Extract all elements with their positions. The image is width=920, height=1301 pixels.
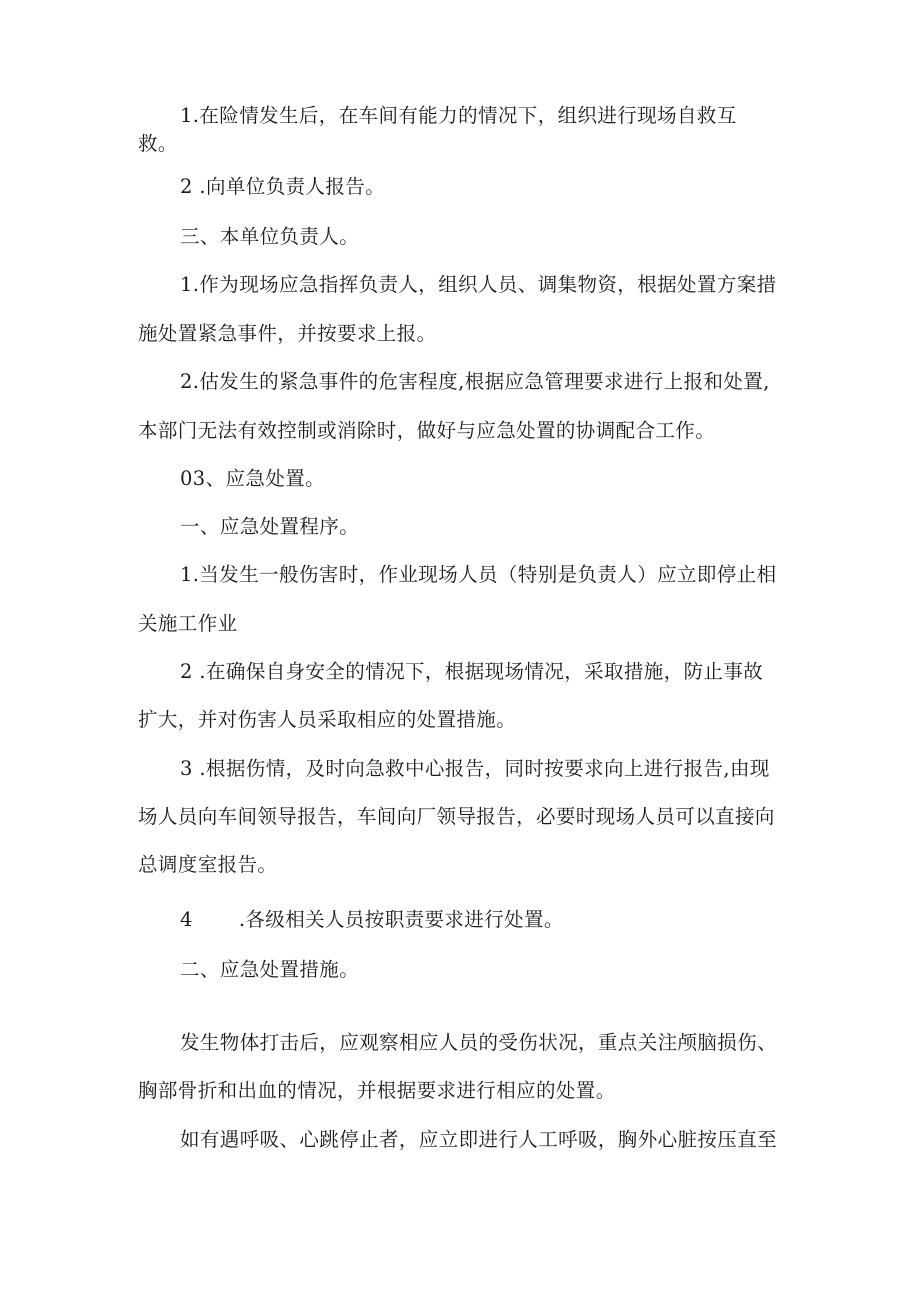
section-heading: 03、应急处置。: [180, 467, 326, 490]
paragraph-line: 关施工作业: [138, 612, 238, 635]
paragraph-line: 2.估发生的紧急事件的危害程度,根据应急管理要求进行上报和处置,: [180, 370, 770, 393]
section-heading: 一、应急处置程序。: [180, 515, 360, 538]
section-heading: 二、应急处置措施。: [180, 958, 360, 981]
paragraph-line: 1.作为现场应急指挥负责人，组织人员、调集物资，根据处置方案措: [180, 273, 777, 296]
paragraph-line: [180, 908, 564, 932]
paragraph-line: 救。: [138, 132, 178, 155]
paragraph-line: 2 .在确保自身安全的情况下，根据现场情况，采取措施，防止事故: [180, 660, 764, 683]
paragraph-line: 总调度室报告。: [138, 853, 278, 876]
paragraph-line: 场人员向车间领导报告，车间向厂领导报告，必要时现场人员可以直接向: [138, 805, 775, 828]
paragraph-line: 施处置紧急事件，并按要求上报。: [138, 322, 437, 345]
paragraph-line: 3 .根据伤情，及时向急救中心报告，同时按要求向上进行报告,由现: [180, 757, 770, 780]
paragraph-line: 1.当发生一般伤害时，作业现场人员（特别是负责人）应立即停止相: [180, 563, 777, 586]
list-text: .各级相关人员按职责要求进行处置。: [238, 908, 564, 931]
paragraph-line: 本部门无法有效控制或消除时，做好与应急处置的协调配合工作。: [138, 419, 716, 442]
paragraph-line: 1.在险情发生后，在车间有能力的情况下，组织进行现场自救互: [180, 104, 737, 127]
paragraph-line: 扩大，并对伤害人员采取相应的处置措施。: [138, 708, 517, 731]
paragraph-line: 2 .向单位负责人报告。: [180, 175, 386, 198]
paragraph-line: 胸部骨折和出血的情况，并根据要求进行相应的处置。: [138, 1079, 616, 1102]
paragraph-line: 发生物体打击后，应观察相应人员的受伤状况，重点关注颅脑损伤、: [180, 1031, 778, 1054]
list-number: 4: [180, 908, 193, 931]
section-heading: 三、本单位负责人。: [180, 225, 360, 248]
paragraph-line: 如有遇呼吸、心跳停止者，应立即进行人工呼吸，胸外心脏按压直至: [180, 1128, 778, 1151]
